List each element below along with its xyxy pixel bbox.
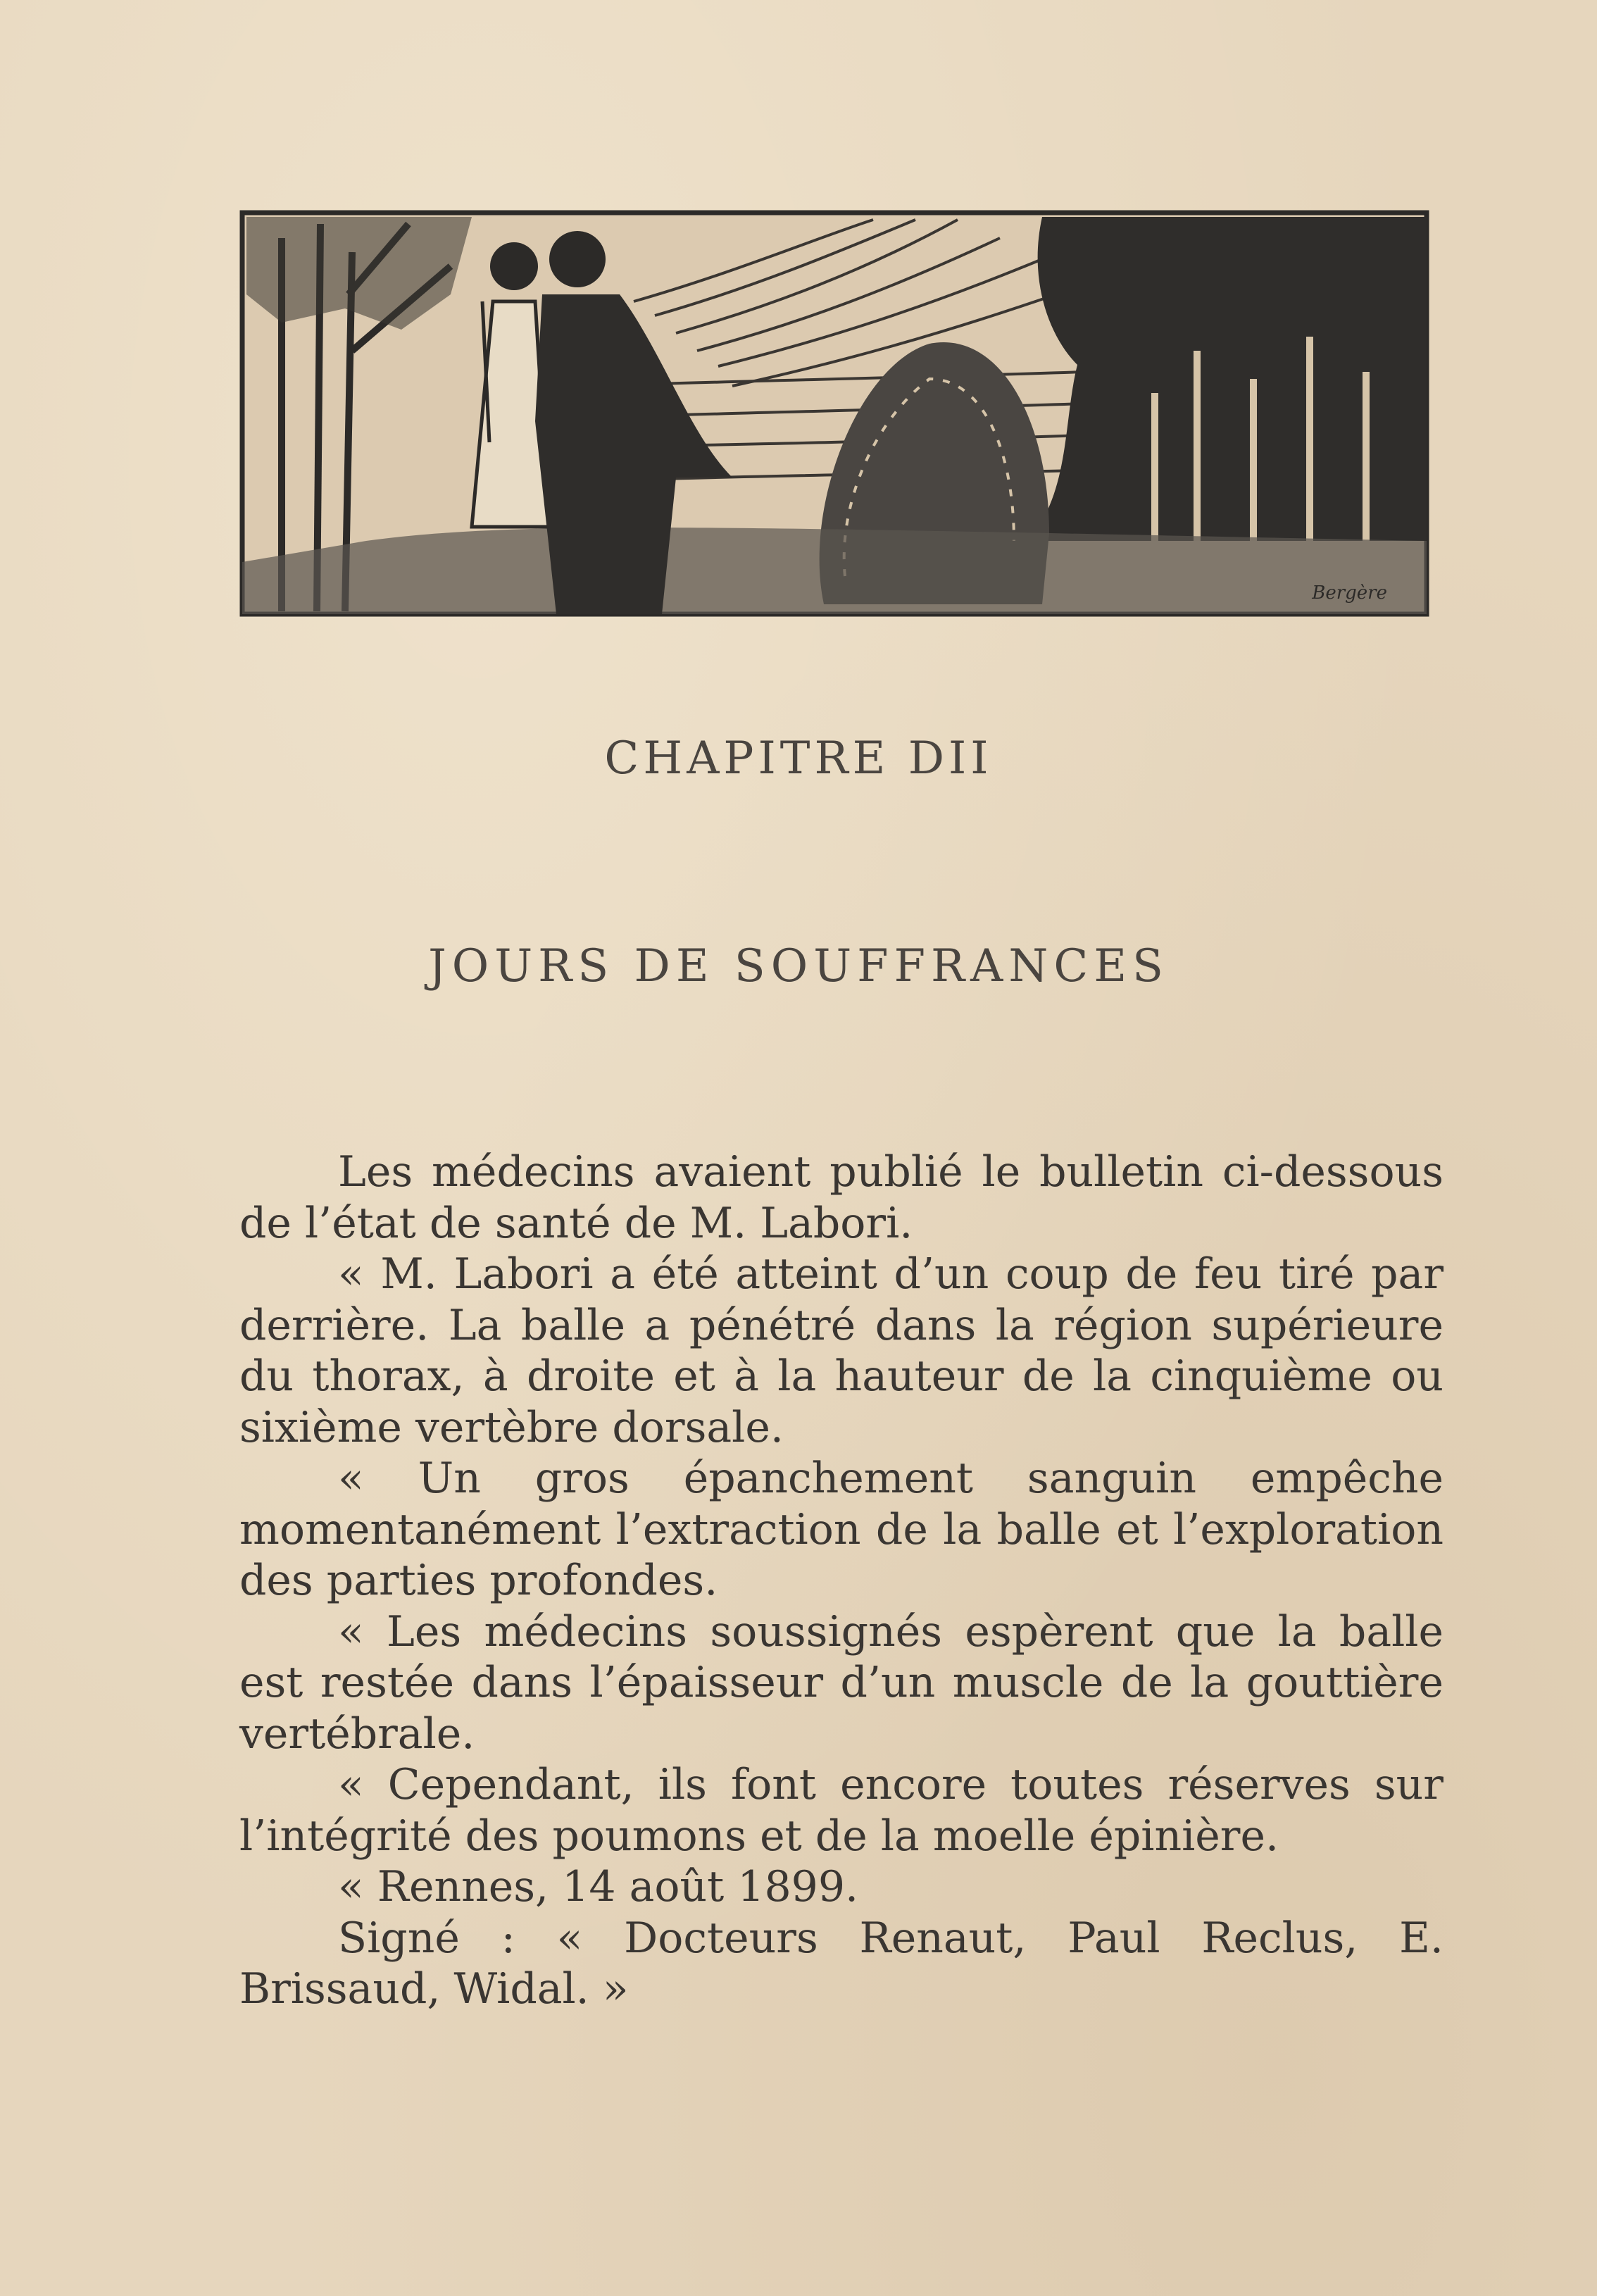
couple-in-forest-engraving bbox=[239, 210, 1429, 617]
paragraph: Les médecins avaient publié le bulletin ci-dessous de l’état de santé de M. Labori. bbox=[239, 1147, 1443, 1248]
chapter-body bbox=[239, 1147, 1443, 2015]
paragraph: « Les médecins soussignés espèrent que la balle est restée dans l’épaisseur d’un muscle de la gouttière vertébrale. bbox=[239, 1606, 1443, 1759]
signatories: Signé : « Docteurs Renaut, Paul Reclus, E. Brissaud, Widal. » bbox=[239, 1913, 1443, 2014]
chapter-title: JOURS DE SOUFFRANCES bbox=[428, 940, 1169, 992]
paragraph: « M. Labori a été atteint d’un coup de feu tiré par derrière. La balle a pénétré dans la région supérieure du thorax, à droite et à la hauteur de la cinquième ou sixième vertèbre dorsale. bbox=[239, 1249, 1443, 1452]
paragraph: « Un gros épanchement sanguin empêche momentanément l’extraction de la balle et l’exploration des parties profondes. bbox=[239, 1454, 1443, 1605]
chapter-heading: CHAPITRE DII bbox=[604, 732, 993, 785]
chapter-illustration bbox=[239, 210, 1429, 617]
paragraph: « Rennes, 14 août 1899. bbox=[338, 1862, 859, 1911]
artist-signature: Bergère bbox=[1312, 582, 1387, 604]
paragraph: « Cependant, ils font encore toutes réserves sur l’intégrité des poumons et de la moelle épinière. bbox=[239, 1760, 1443, 1861]
